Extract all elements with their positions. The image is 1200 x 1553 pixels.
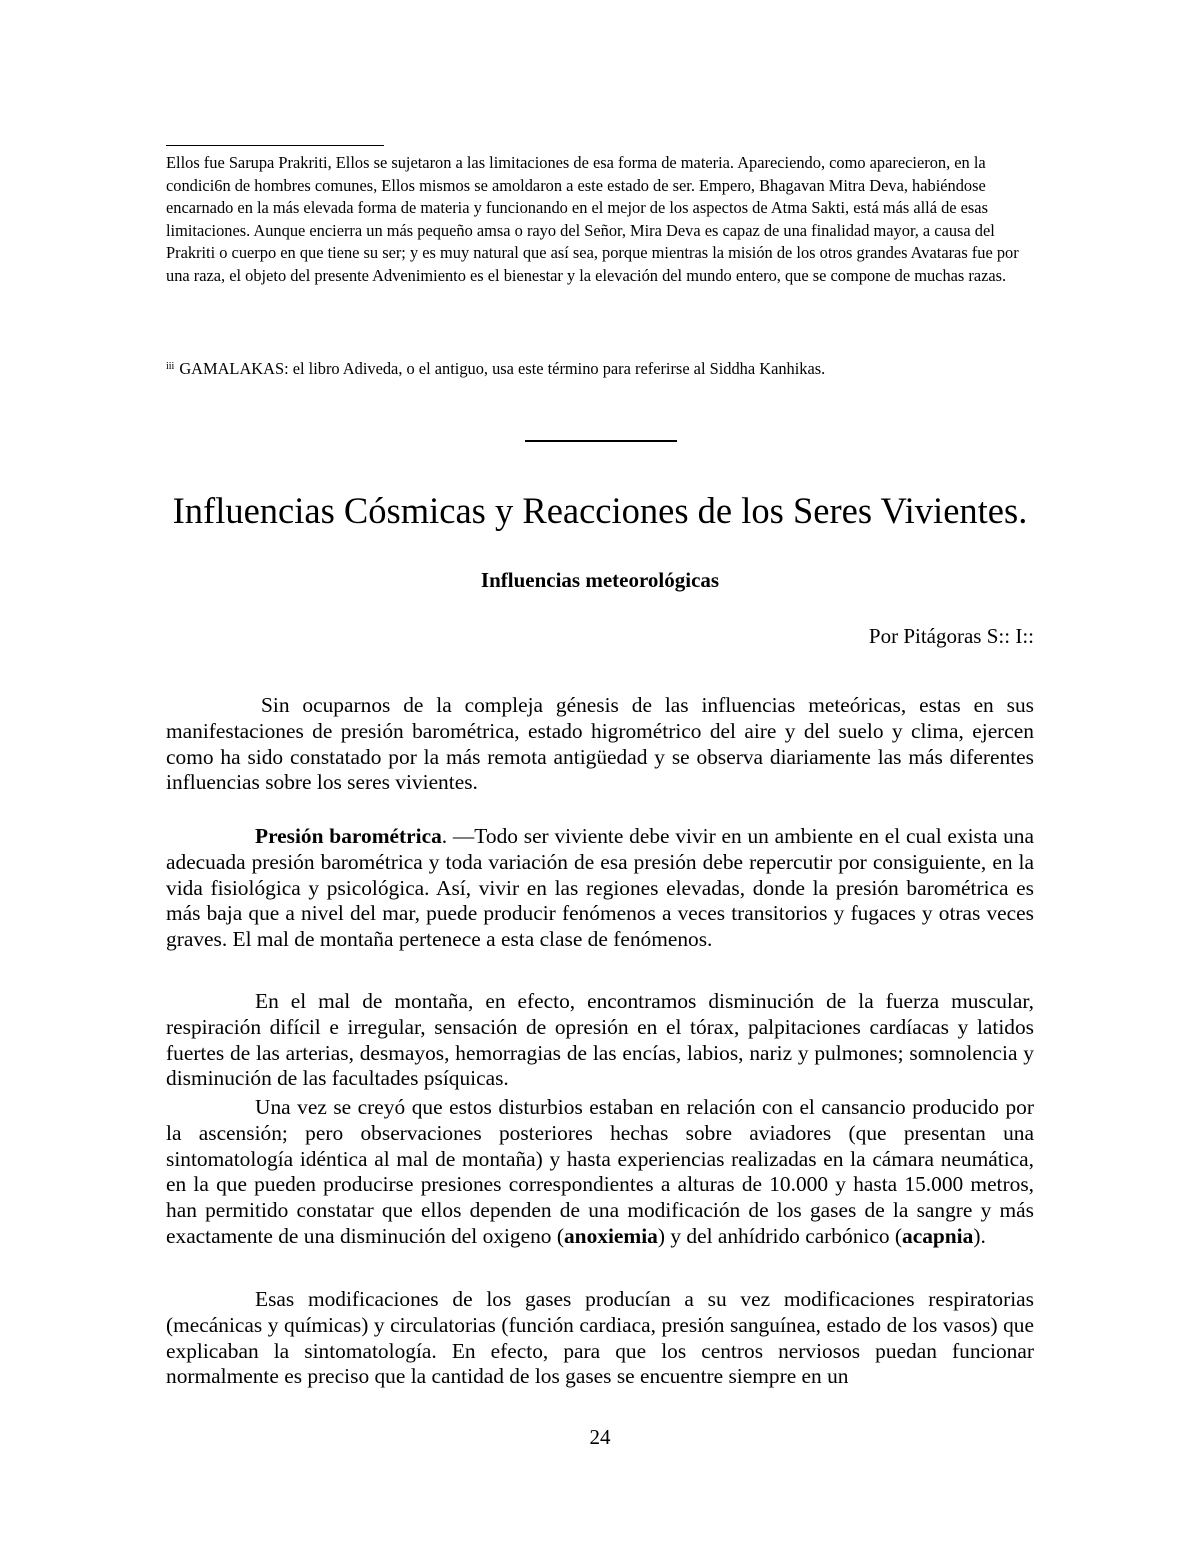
section-separator-rule xyxy=(525,440,677,442)
page-number: 24 xyxy=(589,1425,611,1449)
footnote-iii-text: GAMALAKAS: el libro Adiveda, o el antiguo, usa este término para referirse al Siddha Kanhikas. xyxy=(179,359,826,378)
body-paragraph-5: Esas modificaciones de los gases producían a su vez modificaciones respiratorias (mecánicas y químicas) y circulatorias (función cardiaca, presión sanguínea, estado de los vasos) que explicaban la sintomatología. En efecto, para que los centros nerviosos puedan funcionar normalmente es preciso que la cantidad de los gases se encuentre siempre en un xyxy=(166,1287,1034,1389)
footnote-continuation: Ellos fue Sarupa Prakriti, Ellos se sujetaron a las limitaciones de esa forma de materia. Apareciendo, como aparecieron, en la condici6n de hombres comunes, Ellos mismos se amoldaron a este estado de ser. Empero, Bhagavan Mitra Deva, habiéndose encarnado en la más elevada forma de materia y funcionando en el mejor de los aspectos de Atma Sakti, está más allá de esas limitaciones. Aunque encierra un más pequeño amsa o rayo del Señor, Mira Deva es capaz de una finalidad mayor, a causa del Prakriti o cuerpo en que tiene su ser; y es muy natural que así sea, porque mientras la misión de los otros grandes Avataras fue por una raza, el objeto del presente Advenimiento es el bienestar y la elevación del mundo entero, que se compone de muchas razas. xyxy=(166,153,1019,285)
term-anoxiemia: anoxiemia xyxy=(563,1223,658,1248)
body-paragraph-4-mid: ) y del anhídrido carbónico ( xyxy=(657,1223,902,1248)
footnote-marker: iii xyxy=(166,361,175,372)
body-paragraph-4 xyxy=(166,1095,1034,1250)
body-paragraph-4-text: Una vez se creyó que estos disturbios estaban en relación con el cansancio producido por la ascensión; pero observaciones posteriores hechas sobre aviadores (que presentan una sintomatología idéntica al mal de montaña) y hasta experiencias realizadas en la cámara neumática, en la que pueden producirse presiones correspondientes a alturas de 10.000 y hasta 15.000 metros, han permitido constatar que ellos dependen de una modificación de los gases de la sangre y más exactamente de una disminución del oxigeno ( xyxy=(166,1095,1034,1248)
article-title: Influencias Cósmicas y Reacciones de los Seres Vivientes. xyxy=(172,490,1028,531)
body-paragraph-4-end: ). xyxy=(973,1223,986,1248)
article-subtitle: Influencias meteorológicas xyxy=(480,568,720,592)
term-presion-barometrica: Presión barométrica xyxy=(255,824,442,848)
body-paragraph-2-text: . —Todo ser viviente debe vivir en un ambiente en el cual exista una adecuada presión barométrica y toda variación de esa presión debe repercutir por consiguiente, en la vida fisiológica y psicológica. Así, vivir en las regiones elevadas, donde la presión barométrica es más baja que a nivel del mar, puede producir fenómenos a veces transitorios y fugaces y otras veces graves. El mal de montaña pertenece a esta clase de fenómenos. xyxy=(166,824,1034,952)
body-paragraph-1: Sin ocuparnos de la compleja génesis de las influencias meteóricas, estas en sus manifestaciones de presión barométrica, estado higrométrico del aire y del suelo y clima, ejercen como ha sido constatado por la más remota antigüedad y se observa diariamente las más diferentes influencias sobre los seres vivientes. xyxy=(166,693,1034,795)
body-paragraph-2 xyxy=(166,824,1034,953)
body-paragraph-3: En el mal de montaña, en efecto, encontramos disminución de la fuerza muscular, respiración difícil e irregular, sensación de opresión en el tórax, palpitaciones cardíacas y latidos fuertes de las arterias, desmayos, hemorragias de las encías, labios, nariz y pulmones; somnolencia y disminución de las facultades psíquicas. xyxy=(166,989,1034,1091)
footnote-separator-rule xyxy=(166,145,384,146)
article-author: Por Pitágoras S:: I:: xyxy=(868,624,1034,648)
footnote-iii xyxy=(166,356,1034,381)
term-acapnia: acapnia xyxy=(902,1223,974,1248)
